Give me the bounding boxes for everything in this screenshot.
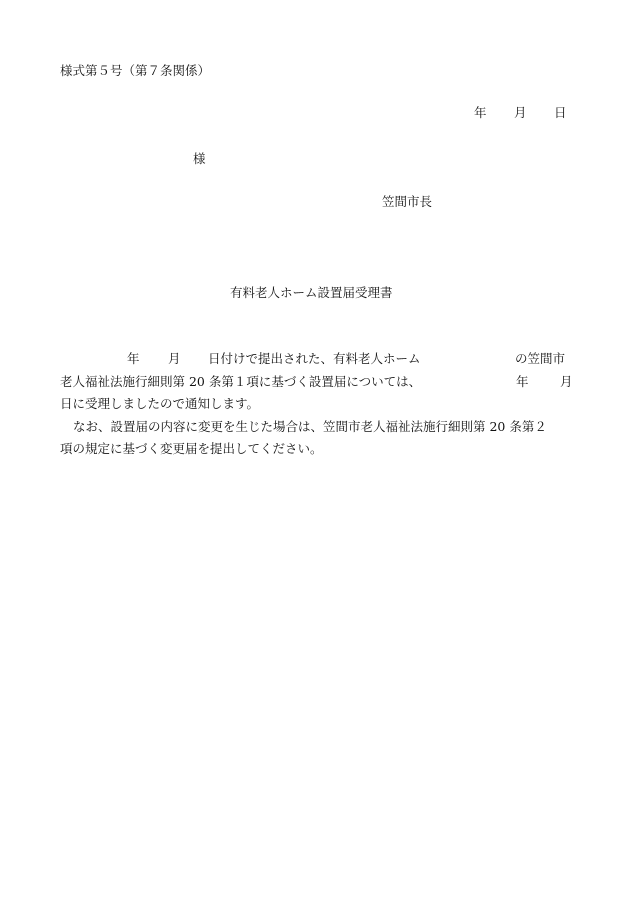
body-line-1-text-a: 日付けで提出された、有料老人ホーム xyxy=(208,351,421,366)
body-line-2-text-a: 老人福祉法施行細則第 20 条第１項に基づく設置届については、 xyxy=(60,373,422,389)
body-line-3-text: 日に受理しましたので通知します。 xyxy=(60,396,260,411)
body-line-1 xyxy=(60,348,575,371)
date-day-label: 日 xyxy=(554,105,567,120)
sender-name: 笠間市長 xyxy=(382,194,433,209)
addressee-suffix: 様 xyxy=(193,151,206,166)
body-line-5-text: 項の規定に基づく変更届を提出してください。 xyxy=(60,441,323,456)
body-line-1-year: 年 xyxy=(127,351,140,366)
date-month-label: 月 xyxy=(514,105,527,120)
form-number: 様式第５号（第７条関係） xyxy=(60,63,211,78)
document-title: 有料老人ホーム設置届受理書 xyxy=(230,285,393,300)
body-line-5 xyxy=(60,438,575,461)
body-line-2-month: 月 xyxy=(560,373,573,389)
date-year-label: 年 xyxy=(474,105,487,120)
body-line-3 xyxy=(60,393,575,416)
body-line-1-text-b: の笠間市 xyxy=(515,351,566,366)
body-text xyxy=(60,348,575,461)
body-line-4-text: なお、設置届の内容に変更を生じた場合は、笠間市老人福祉法施行細則第 20 条第２ xyxy=(73,418,547,434)
body-line-2-year: 年 xyxy=(516,373,529,389)
body-line-4 xyxy=(60,416,575,439)
body-line-2 xyxy=(60,371,575,394)
body-line-1-month: 月 xyxy=(168,351,181,366)
